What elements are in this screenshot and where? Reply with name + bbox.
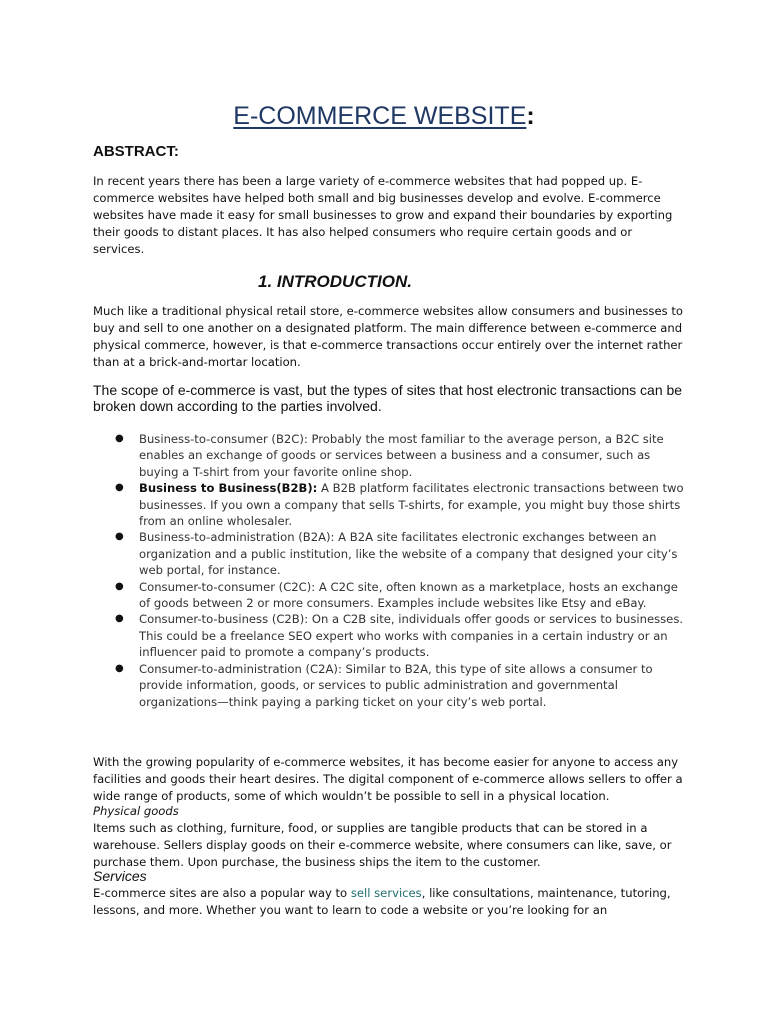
document-title-colon: : — [526, 102, 535, 130]
bullet-icon: ● — [115, 433, 124, 444]
bullet-icon: ● — [115, 662, 124, 674]
abstract-heading: ABSTRACT: — [93, 143, 179, 160]
list-item: ● Consumer-to-business (C2B): On a C2B site, individuals offer goods or services to businesses. This could be a freelance SEO expert who works with companies in a certain industry or an influencer paid to promote a company’s products. — [115, 612, 684, 660]
introduction-paragraph: Much like a traditional physical retail store, e-commerce websites allow consumers and businesses to buy and sell to one another on a designated platform. The main difference between e-commerce and physical commerce, however, is that e-commerce transactions occur entirely over the internet rather than at a brick-and-mortar location. — [93, 304, 683, 369]
physical-goods-paragraph: Items such as clothing, furniture, food, or supplies are tangible products that can be stored in a warehouse. Sellers display goods on their e-commerce website, where consumers can like, save, or purchase them. Upon purchase, the business ships the item to the customer. — [93, 821, 672, 869]
list-item: ● Consumer-to-consumer (C2C): A C2C site, often known as a marketplace, hosts an exchange of goods between 2 or more consumers. Examples include websites like Etsy and eBay. — [115, 579, 678, 611]
bullet-icon: ● — [115, 580, 124, 592]
bullet-icon: ● — [115, 482, 124, 494]
growth-paragraph: With the growing popularity of e-commerce websites, it has become easier for anyone to access any facilities and goods their heart desires. The digital component of e-commerce allows sellers to offer a wide range of products, some of which wouldn’t be possible to sell in a physical location. — [93, 755, 683, 803]
sell-services-link[interactable]: sell services — [350, 886, 422, 900]
list-item: ● Business to Business(B2B): A B2B platform facilitates electronic transactions between two businesses. If you own a company that sells T-shirts, for example, you might buy those shirts from an online wholesaler. — [115, 481, 684, 529]
site-types-list — [115, 431, 684, 710]
services-paragraph: E-commerce sites are also a popular way to sell services, like consultations, maintenance, tutoring, lessons, and more. Whether you want to learn to code a website or you’re looking for an — [93, 886, 671, 917]
physical-goods-heading: Physical goods — [93, 804, 179, 818]
bullet-icon: ● — [115, 613, 124, 625]
list-item: ● Business-to-administration (B2A): A B2A site facilitates electronic exchanges between an organization and a public institution, like the website of a company that designed your city’s web portal, for instance. — [115, 530, 678, 578]
list-item: ● Business-to-consumer (B2C): Probably the most familiar to the average person, a B2C site enables an exchange of goods or services between a business and a consumer, such as buying a T-shirt from your favorite online shop. — [115, 432, 664, 479]
document-title-text: E-COMMERCE WEBSITE — [233, 102, 527, 130]
services-heading: Services — [93, 868, 147, 884]
bullet-icon: ● — [115, 531, 124, 543]
introduction-heading: 1. INTRODUCTION. — [258, 272, 412, 291]
document-title — [0, 102, 768, 131]
list-item: ● Consumer-to-administration (C2A): Similar to B2A, this type of site allows a consumer to provide information, goods, or services to public administration and governmental organizations—think paying a parking ticket on your city’s web portal. — [115, 661, 653, 709]
abstract-paragraph: In recent years there has been a large variety of e-commerce websites that had popped up. E-commerce websites have helped both small and big businesses develop and evolve. E-commerce websites have made it easy for small businesses to grow and expand their boundaries by exporting their goods to distant places. It has also helped consumers who require certain goods and or services. — [93, 174, 673, 256]
scope-paragraph: The scope of e-commerce is vast, but the types of sites that host electronic transactions can be broken down according to the parties involved. — [93, 382, 683, 414]
